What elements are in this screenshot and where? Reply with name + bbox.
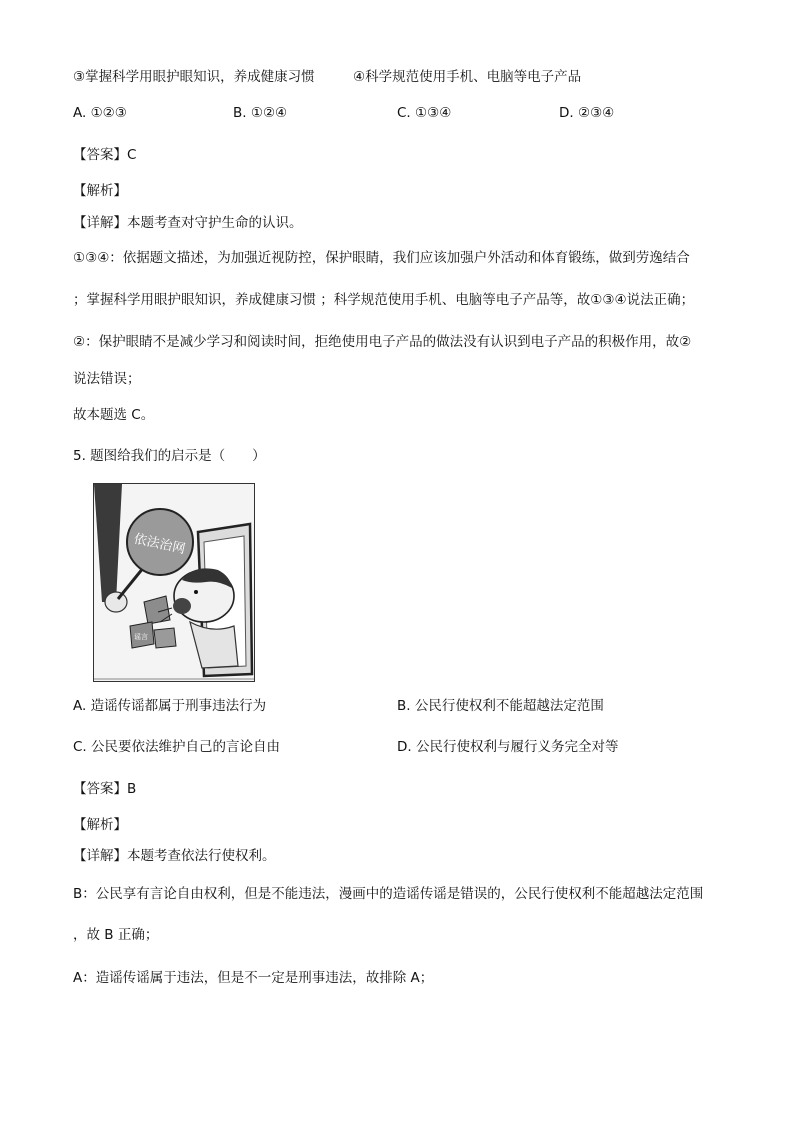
detail-text: 【详解】本题考查对守护生命的认识。	[73, 215, 303, 231]
explanation-line: ①③④：依据题文描述，为加强近视防控，保护眼睛，我们应该加强户外活动和体育锻练，做到劳逸结合	[73, 250, 690, 266]
explanation-line: ，故 B 正确；	[73, 927, 159, 943]
paper-text: 谣言	[134, 633, 148, 641]
analysis-label: 【解析】	[73, 183, 127, 199]
conclusion-text: 故本题选 C。	[73, 407, 155, 423]
q5-option-b: B. 公民行使权利不能超越法定范围	[397, 698, 604, 714]
explanation-line: ；掌握科学用眼护眼知识，养成健康习惯 ；科学规范使用手机、电脑等电子产品等，故①③④说法正确；	[73, 292, 695, 308]
explanation-line: A：造谣传谣属于违法，但是不一定是刑事违法，故排除 A；	[73, 970, 434, 986]
option-4-text: ④科学规范使用手机、电脑等电子产品	[353, 69, 582, 85]
q4-option-a: A. ①②③	[73, 105, 127, 121]
cartoon-figure	[93, 483, 255, 682]
explanation-line: B：公民享有言论自由权利，但是不能违法，漫画中的造谣传谣是错误的，公民行使权利不能超越法定范围	[73, 886, 704, 902]
explanation-line: ②：保护眼睛不是减少学习和阅读时间，拒绝使用电子产品的做法没有认识到电子产品的积极作用，故②	[73, 334, 692, 350]
q5-option-c: C. 公民要依法维护自己的言论自由	[73, 739, 281, 755]
q5-option-d: D. 公民行使权利与履行义务完全对等	[397, 739, 619, 755]
q4-option-d: D. ②③④	[559, 105, 615, 121]
answer-label: 【答案】C	[73, 147, 137, 163]
question-5-stem: 5. 题图给我们的启示是（ ）	[73, 448, 266, 464]
sign-text: 依法治网	[132, 531, 187, 558]
explanation-line: 说法错误；	[73, 371, 141, 387]
option-3-text: ③掌握科学用眼护眼知识，养成健康习惯	[73, 69, 315, 85]
answer-label: 【答案】B	[73, 781, 137, 797]
analysis-label: 【解析】	[73, 817, 127, 833]
detail-text: 【详解】本题考查依法行使权利。	[73, 848, 276, 864]
q4-option-b: B. ①②④	[233, 105, 288, 121]
cartoon-illustration	[94, 484, 254, 681]
q5-option-a: A. 造谣传谣都属于刑事违法行为	[73, 698, 267, 714]
q4-option-c: C. ①③④	[397, 105, 452, 121]
